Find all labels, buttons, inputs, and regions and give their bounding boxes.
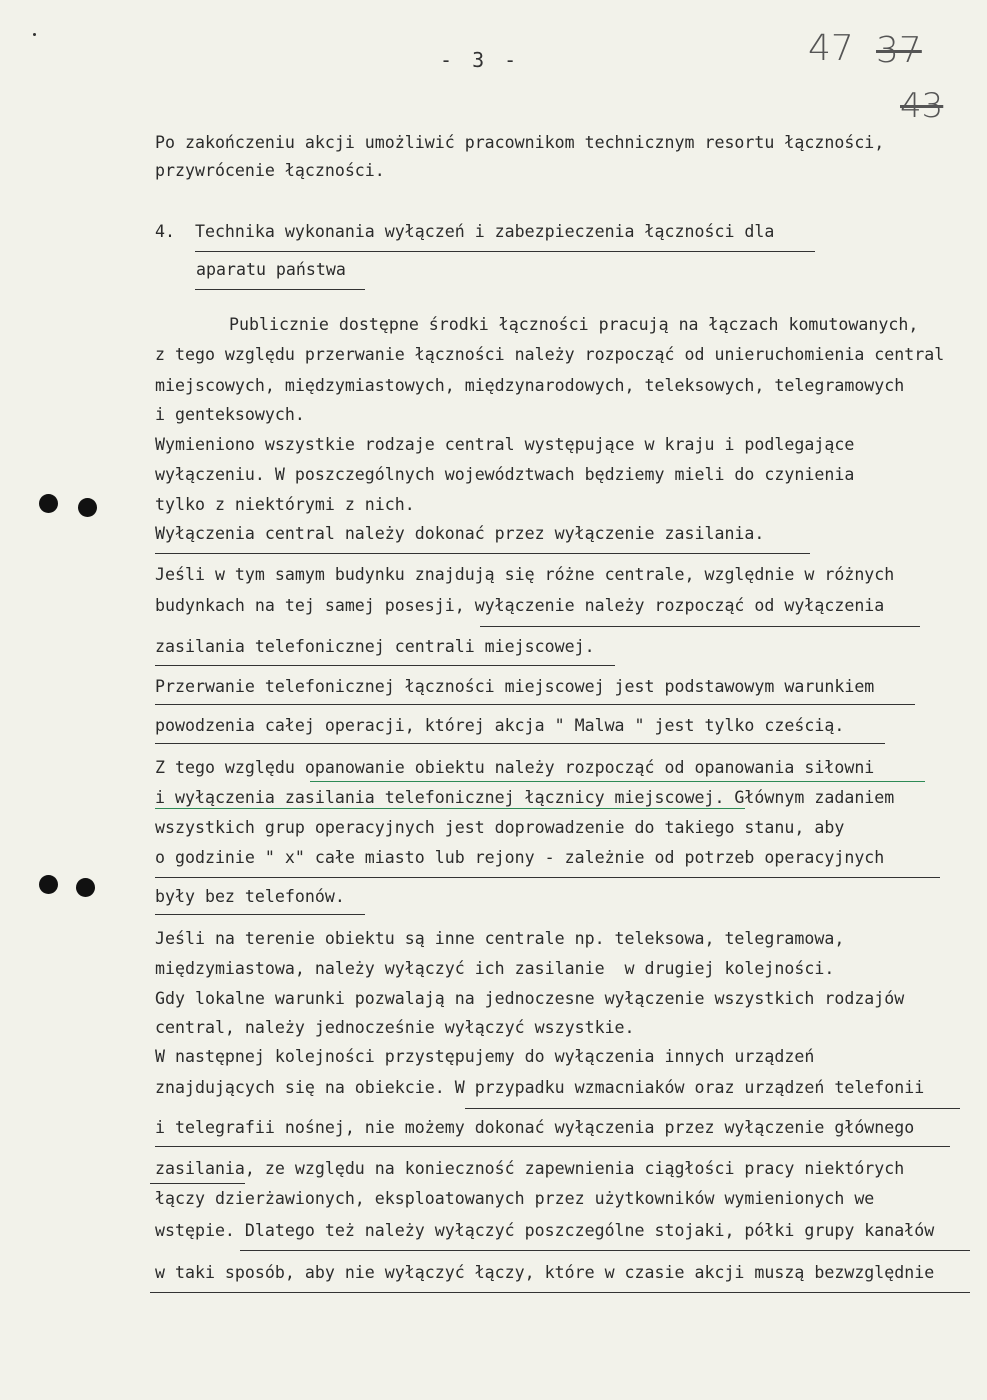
underline: [155, 743, 885, 744]
margin-marker-dot: [76, 878, 95, 897]
underline: [150, 1183, 245, 1184]
page-number: - 3 -: [440, 48, 521, 72]
section-heading: 4. Technika wykonania wyłączeń i zabezpieczenia łączności dla: [155, 222, 775, 241]
section-heading: aparatu państwa: [196, 260, 346, 279]
underline: [480, 626, 920, 627]
text-line: Jeśli w tym samym budynku znajdują się różne centrale, względnie w różnych: [155, 565, 895, 584]
text-line: były bez telefonów.: [155, 887, 345, 906]
heading-underline: [195, 251, 815, 252]
margin-marker-dot: [39, 875, 58, 894]
margin-marker-dot: [78, 498, 97, 517]
handwritten-new-number: 43: [900, 86, 944, 126]
text-line: wyłączeniu. W poszczególnych województwach będziemy mieli do czynienia: [155, 465, 855, 484]
underline: [150, 1292, 970, 1293]
text-line: miejscowych, międzymiastowych, międzynarodowych, teleksowych, telegramowych: [155, 376, 905, 395]
text-line: w taki sposób, aby nie wyłączyć łączy, które w czasie akcji muszą bezwzględnie: [155, 1263, 935, 1282]
text-line: zasilania telefonicznej centrali miejscowej.: [155, 637, 595, 656]
text-line: zasilania, ze względu na konieczność zapewnienia ciągłości pracy niektórych: [155, 1159, 905, 1178]
text-line: z tego względu przerwanie łączności należy rozpocząć od unieruchomienia central: [155, 345, 945, 364]
text-line: Gdy lokalne warunki pozwalają na jednoczesne wyłączenie wszystkich rodzajów: [155, 989, 905, 1008]
text-line: powodzenia całej operacji, której akcja " Malwa " jest tylko cześcią.: [155, 716, 845, 735]
text-line: wstępie. Dlatego też należy wyłączyć poszczególne stojaki, półki grupy kanałów: [155, 1221, 935, 1240]
margin-marker-dot: [39, 494, 58, 513]
underline: [155, 877, 940, 878]
handwritten-current-number: 47: [808, 28, 854, 69]
text-line: międzymiastowa, należy wyłączyć ich zasilanie w drugiej kolejności.: [155, 959, 835, 978]
underline: [155, 1146, 950, 1147]
handwritten-old-number: 37: [876, 30, 922, 71]
text-line: Z tego względu opanowanie obiektu należy rozpocząć od opanowania siłowni: [155, 758, 875, 777]
green-underline: [155, 808, 745, 809]
text-line: Wyłączenia central należy dokonać przez wyłączenie zasilania.: [155, 524, 765, 543]
text-line: i wyłączenia zasilania telefonicznej łącznicy miejscowej. Głównym zadaniem: [155, 788, 895, 807]
text-line: Przerwanie telefonicznej łączności miejscowej jest podstawowym warunkiem: [155, 677, 875, 696]
text-line: Publicznie dostępne środki łączności pracują na łączach komutowanych,: [229, 315, 919, 334]
text-line: tylko z niektórymi z nich.: [155, 495, 415, 514]
text-line: o godzinie " x" całe miasto lub rejony - zależnie od potrzeb operacyjnych: [155, 848, 885, 867]
text-line: i genteksowych.: [155, 405, 305, 424]
text-line: central, należy jednocześnie wyłączyć wszystkie.: [155, 1018, 635, 1037]
text-line: Jeśli na terenie obiektu są inne centrale np. teleksowa, telegramowa,: [155, 929, 845, 948]
underline: [155, 553, 810, 554]
underline: [155, 704, 915, 705]
text-line: wszystkich grup operacyjnych jest doprowadzenie do takiego stanu, aby: [155, 818, 845, 837]
underline: [465, 1108, 960, 1109]
text-line: znajdujących się na obiekcie. W przypadku wzmacniaków oraz urządzeń telefonii: [155, 1078, 925, 1097]
text-line: przywrócenie łączności.: [155, 161, 385, 180]
green-underline: [310, 781, 925, 782]
text-line: łączy dzierżawionych, eksploatowanych przez użytkowników wymienionych we: [155, 1189, 875, 1208]
text-line: budynkach na tej samej posesji, wyłączenie należy rozpocząć od wyłączenia: [155, 596, 885, 615]
underline: [155, 665, 615, 666]
underline: [155, 914, 365, 915]
scan-speck: [33, 33, 36, 36]
text-line: W następnej kolejności przystępujemy do wyłączenia innych urządzeń: [155, 1047, 815, 1066]
text-line: Po zakończeniu akcji umożliwić pracownikom technicznym resortu łączności,: [155, 133, 885, 152]
heading-underline: [195, 289, 365, 290]
text-line: Wymieniono wszystkie rodzaje central występujące w kraju i podlegające: [155, 435, 855, 454]
underline: [240, 1250, 970, 1251]
text-line: i telegrafii nośnej, nie możemy dokonać wyłączenia przez wyłączenie głównego: [155, 1118, 915, 1137]
